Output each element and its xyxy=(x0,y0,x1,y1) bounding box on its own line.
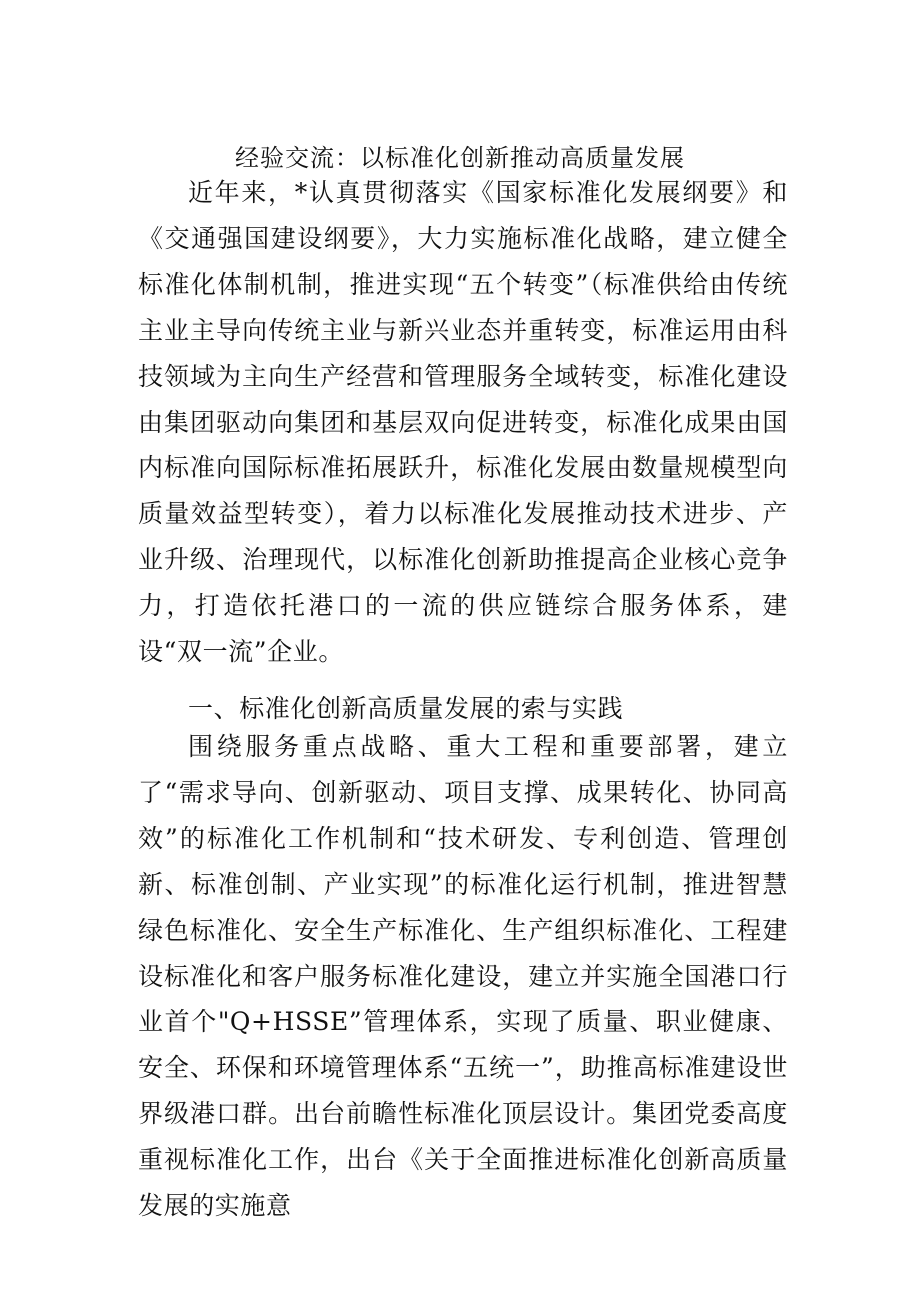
section-paragraph: 围绕服务重点战略、重大工程和重要部署，建立了“需求导向、创新驱动、项目支撑、成果转化、协同高效”的标准化工作机制和“技术研发、专利创造、管理创新、标准创制、产业实现”的标准化运行机制，推进智慧绿色标准化、安全生产标准化、生产组织标准化、工程建设标准化和客户服务标准化建设，建立并实施全国港口行业首个"Q+HSSE”管理体系，实现了质量、职业健康、安全、环保和环境管理体系“五统一”，助推高标准建设世界级港口群。出台前瞻性标准化顶层设计。集团党委高度重视标准化工作，出台《关于全面推进标准化创新高质量发展的实施意 xyxy=(138,732,788,1221)
document-title: 经验交流：以标准化创新推动高质量发展 xyxy=(235,144,685,172)
intro-paragraph: 近年来，*认真贯彻落实《国家标准化发展纲要》和《交通强国建设纲要》，大力实施标准化战略，建立健全标准化体制机制，推进实现“五个转变”（标准供给由传统主业主导向传统主业与新兴业态并重转变，标准运用由科技领域为主向生产经营和管理服务全域转变，标准化建设由集团驱动向集团和基层双向促进转变，标准化成果由国内标准向国际标准拓展跃升，标准化发展由数量规模型向质量效益型转变），着力以标准化发展推动技术进步、产业升级、治理现代，以标准化创新助推提高企业核心竞争力，打造依托港口的一流的供应链综合服务体系，建设“双一流”企业。 xyxy=(138,178,788,667)
section-heading: 一、标准化创新高质量发展的索与实践 xyxy=(188,694,624,723)
